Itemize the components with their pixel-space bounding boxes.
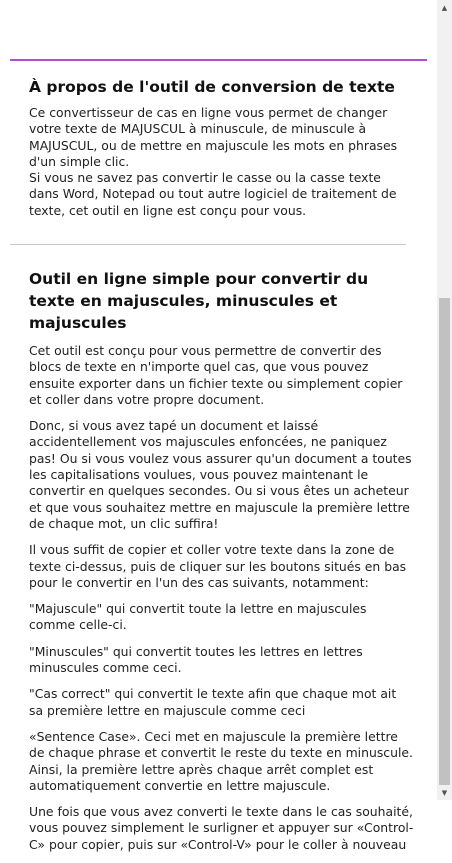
accent-divider [10, 59, 427, 61]
about-title: À propos de l'outil de conversion de texte [29, 78, 395, 96]
tool-paragraph: "Majuscule" qui convertit toute la lettre en majuscules comme celle-ci. [29, 601, 367, 633]
tool-paragraph: Il vous suffit de copier et coller votre texte dans la zone de texte ci-dessus, puis de cliquer sur les boutons situés en bas pour le convertir en l'un des cas suivants, notamment: [29, 542, 407, 590]
scroll-down-arrow-icon[interactable]: ▼ [441, 788, 448, 797]
tool-paragraph: Une fois que vous avez converti le texte dans le cas souhaité, vous pouvez simplement le surligner et appuyer sur «Control-C» pour copier, puis sur «Control-V» pour le coller à nouveau [29, 804, 414, 852]
tool-paragraph: "Minuscules" qui convertit toutes les lettres en lettres minuscules comme ceci. [29, 643, 363, 676]
scroll-up-arrow-icon[interactable]: ▲ [441, 3, 448, 12]
tool-section [29, 268, 414, 863]
tool-paragraph: "Cas correct" qui convertit le texte afin que chaque mot ait sa première lettre en majuscule comme ceci [29, 686, 397, 718]
about-section [29, 77, 414, 219]
vertical-scrollbar[interactable] [437, 0, 452, 800]
about-paragraph: Si vous ne savez pas convertir le casse ou la casse texte dans Word, Notepad ou tout autre logiciel de traitement de texte, cet outil en ligne est conçu pour vous. [29, 170, 397, 218]
scrollbar-thumb[interactable] [439, 298, 450, 785]
tool-title: Outil en ligne simple pour convertir du texte en majuscules, minuscules et majuscules [29, 270, 369, 332]
tool-paragraph: «Sentence Case». Ceci met en majuscule la première lettre de chaque phrase et convertit le reste du texte en minuscule. Ainsi, la première lettre après chaque arrêt complet est automatiquement convertie en lettre majuscule. [29, 728, 413, 793]
about-paragraph: Ce convertisseur de cas en ligne vous permet de changer votre texte de MAJUSCUL à minuscule, de minuscule à MAJUSCUL, ou de mettre en majuscule les mots en phrases d'un simple clic. [29, 105, 398, 169]
tool-paragraph: Cet outil est conçu pour vous permettre de convertir des blocs de texte en n'importe quel cas, que vous pouvez ensuite exporter dans un fichier texte ou simplement copier et coller dans votre propre document. [29, 343, 403, 407]
tool-paragraph: Donc, si vous avez tapé un document et laissé accidentellement vos majuscules enfoncées, ne paniquez pas! Ou si vous voulez vous assurer qu'un document a toutes les capitalisations voulues, vous pouvez maintenant le convertir en quelques secondes. Ou si vous êtes un acheteur et que vous souhaitez mettre en majuscule la première lettre de chaque mot, un clic suffira! [29, 418, 412, 531]
section-divider [10, 244, 406, 245]
